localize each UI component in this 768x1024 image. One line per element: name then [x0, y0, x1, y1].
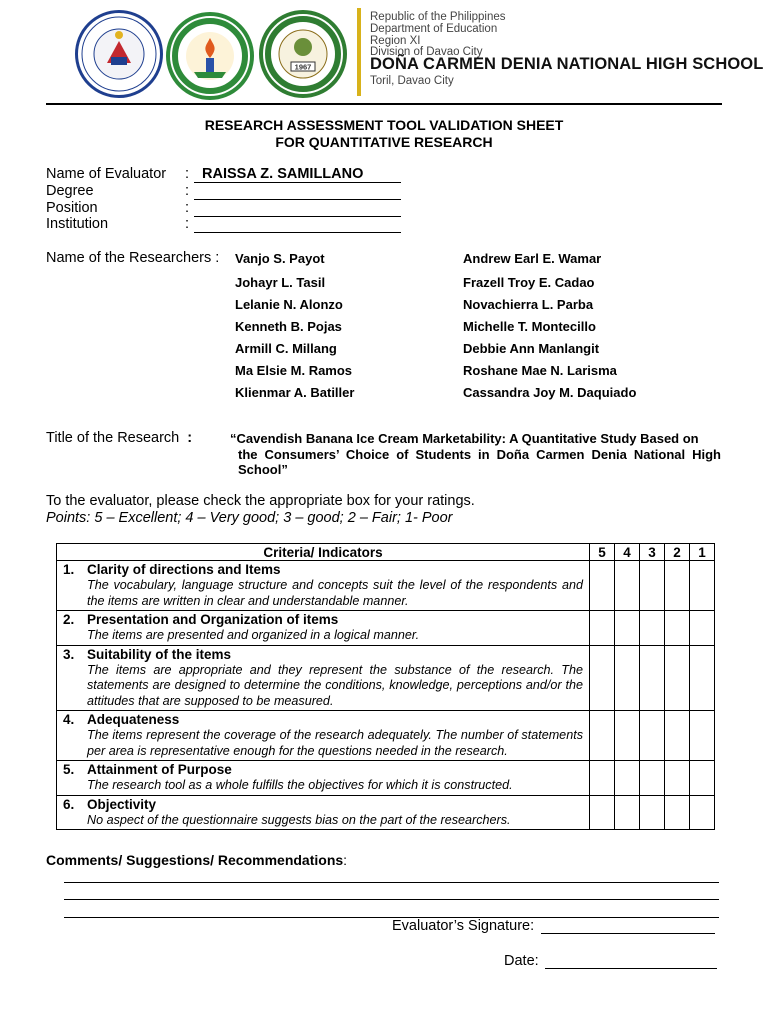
researcher-name: Lelanie N. Alonzo — [235, 297, 343, 312]
rating-checkbox-1[interactable] — [690, 645, 715, 711]
header-division: Division of Davao City — [370, 46, 483, 58]
researcher-name: Debbie Ann Manlangit — [463, 341, 600, 356]
comments-label: Comments/ Suggestions/ Recommendations: — [46, 852, 348, 868]
rating-checkbox-3[interactable] — [640, 611, 665, 646]
criteria-cell — [57, 611, 590, 646]
criteria-description: The vocabulary, language structure and concepts suit the level of the respondents and the items are written in clear and understandable manner. — [87, 578, 583, 608]
table-header-row — [57, 544, 715, 561]
header-region: Region XI — [370, 35, 421, 47]
criteria-title — [63, 712, 583, 728]
institution-label: Institution — [46, 216, 109, 232]
rating-checkbox-5[interactable] — [590, 795, 615, 830]
research-title-label: Title of the Research : — [46, 430, 193, 446]
criteria-cell — [57, 561, 590, 611]
researchers-label: Name of the Researchers : — [46, 250, 220, 266]
degree-label: Degree — [46, 183, 94, 199]
criteria-title-text: Adequateness — [87, 712, 180, 727]
rating-checkbox-4[interactable] — [615, 761, 640, 796]
colon: : — [185, 200, 190, 216]
evaluator-name-field[interactable] — [194, 166, 401, 183]
date-field[interactable] — [545, 954, 717, 969]
researcher-name: Vanjo S. Payot — [235, 251, 325, 266]
criteria-row — [57, 561, 715, 611]
criteria-title-text: Objectivity — [87, 796, 157, 812]
researcher-name: Johayr L. Tasil — [235, 275, 326, 290]
rating-checkbox-4[interactable] — [615, 795, 640, 830]
rating-checkbox-2[interactable] — [665, 611, 690, 646]
division-seal-logo — [166, 12, 254, 100]
colon: : — [185, 183, 190, 199]
criteria-title — [63, 797, 583, 813]
degree-field[interactable] — [194, 185, 401, 200]
rating-header-1: 1 — [690, 544, 715, 561]
rating-checkbox-4[interactable] — [615, 711, 640, 761]
rating-checkbox-1[interactable] — [690, 761, 715, 796]
rating-checkbox-3[interactable] — [640, 795, 665, 830]
rating-checkbox-3[interactable] — [640, 645, 665, 711]
rating-checkbox-5[interactable] — [590, 611, 615, 646]
rating-header-2: 2 — [665, 544, 690, 561]
criteria-title — [63, 562, 583, 578]
criteria-description: The research tool as a whole fulfills the objectives for which it is constructed. — [87, 778, 513, 792]
signature-field[interactable] — [541, 919, 715, 934]
criteria-cell — [57, 795, 590, 830]
rating-header-4: 4 — [615, 544, 640, 561]
header-republic: Republic of the Philippines — [370, 11, 506, 23]
researcher-name: Michelle T. Montecillo — [463, 319, 596, 334]
points-legend: Points: 5 – Excellent; 4 – Very good; 3 – good; 2 – Fair; 1- Poor — [46, 510, 453, 526]
criteria-number: 1. — [63, 562, 75, 577]
rating-checkbox-5[interactable] — [590, 711, 615, 761]
rating-checkbox-3[interactable] — [640, 561, 665, 611]
criteria-row — [57, 795, 715, 830]
criteria-row — [57, 761, 715, 796]
evaluator-name-label: Name of Evaluator — [46, 166, 167, 182]
criteria-cell — [57, 711, 590, 761]
criteria-row — [57, 711, 715, 761]
criteria-description: The items represent the coverage of the research adequately. The number of statements per area is representative enough for the questions needed in the research. — [87, 728, 583, 758]
document-subtitle: FOR QUANTITATIVE RESEARCH — [275, 134, 493, 150]
criteria-description: The items are presented and organized in a logical manner. — [87, 628, 420, 642]
header-rule — [46, 103, 722, 105]
researcher-name: Cassandra Joy M. Daquiado — [463, 385, 637, 400]
rating-checkbox-2[interactable] — [665, 711, 690, 761]
researcher-name: Novachierra L. Parba — [463, 297, 594, 312]
researcher-name: Klienmar A. Batiller — [235, 385, 355, 400]
criteria-number: 6. — [63, 796, 75, 812]
rating-checkbox-2[interactable] — [665, 761, 690, 796]
rating-checkbox-3[interactable] — [640, 711, 665, 761]
signature-label: Evaluator’s Signature: — [392, 918, 535, 934]
rating-checkbox-4[interactable] — [615, 561, 640, 611]
position-label: Position — [46, 200, 98, 216]
comments-line-1[interactable] — [64, 882, 719, 883]
school-name: DOÑA CARMEN DENIA NATIONAL HIGH SCHOOL — [370, 55, 764, 73]
svg-text:1967: 1967 — [294, 62, 312, 72]
criteria-row — [57, 611, 715, 646]
criteria-title-text: Suitability of the items — [87, 646, 232, 662]
rating-checkbox-2[interactable] — [665, 645, 690, 711]
research-title-value: “Cavendish Banana Ice Cream Marketability: A Quantitative Study Based on the Consumers’ Choice of Students in Doña Carmen Denia National High School” — [230, 431, 721, 477]
header-department: Department of Education — [370, 23, 498, 35]
researcher-name: Andrew Earl E. Wamar — [463, 251, 602, 266]
colon: : — [185, 166, 190, 182]
institution-field[interactable] — [194, 218, 401, 233]
criteria-title — [63, 612, 583, 628]
criteria-cell — [57, 761, 590, 796]
criteria-description: No aspect of the questionnaire suggests bias on the part of the researchers. — [87, 812, 511, 827]
criteria-number: 4. — [63, 712, 75, 727]
document-title: RESEARCH ASSESSMENT TOOL VALIDATION SHEET — [204, 117, 564, 133]
header-divider — [357, 8, 361, 96]
rating-header-5: 5 — [590, 544, 615, 561]
rating-header-3: 3 — [640, 544, 665, 561]
researcher-name: Kenneth B. Pojas — [235, 319, 342, 334]
rating-checkbox-4[interactable] — [615, 645, 640, 711]
rating-checkbox-2[interactable] — [665, 561, 690, 611]
criteria-title — [63, 647, 583, 663]
date-label: Date: — [504, 953, 539, 969]
criteria-cell — [57, 645, 590, 711]
rating-checkbox-5[interactable] — [590, 645, 615, 711]
evaluator-name-value: RAISSA Z. SAMILLANO — [202, 166, 364, 182]
researcher-name: Ma Elsie M. Ramos — [235, 363, 353, 378]
criteria-title — [63, 762, 583, 778]
criteria-header: Criteria/ Indicators — [57, 544, 590, 561]
rating-checkbox-4[interactable] — [615, 611, 640, 646]
rating-checkbox-1[interactable] — [690, 795, 715, 830]
rating-checkbox-5[interactable] — [590, 761, 615, 796]
colon: : — [185, 216, 190, 232]
researcher-name: Armill C. Millang — [235, 341, 337, 356]
school-address: Toril, Davao City — [370, 75, 454, 87]
rating-checkbox-5[interactable] — [590, 561, 615, 611]
rating-checkbox-1[interactable] — [690, 561, 715, 611]
deped-seal-logo — [75, 10, 163, 98]
rating-checkbox-2[interactable] — [665, 795, 690, 830]
rating-checkbox-1[interactable] — [690, 711, 715, 761]
criteria-title-text: Presentation and Organization of items — [87, 612, 339, 627]
rating-checkbox-1[interactable] — [690, 611, 715, 646]
criteria-number: 3. — [63, 646, 75, 662]
position-field[interactable] — [194, 202, 401, 217]
rating-checkbox-3[interactable] — [640, 761, 665, 796]
comments-line-2[interactable] — [64, 899, 719, 900]
criteria-row — [57, 645, 715, 711]
criteria-title-text: Clarity of directions and Items — [87, 562, 281, 577]
criteria-number: 2. — [63, 612, 75, 627]
school-seal-logo — [259, 10, 347, 98]
criteria-number: 5. — [63, 762, 75, 777]
instructions-text: To the evaluator, please check the appropriate box for your ratings. — [46, 493, 475, 509]
criteria-description: The items are appropriate and they represent the substance of the research. The statements are designed to determine the conditions, knowledge, perceptions and/or the attitudes that are supposed to be measured. — [87, 662, 583, 708]
researcher-name: Roshane Mae N. Larisma — [463, 363, 617, 378]
researcher-name: Frazell Troy E. Cadao — [463, 275, 595, 290]
criteria-table — [56, 543, 715, 830]
criteria-title-text: Attainment of Purpose — [87, 762, 232, 777]
